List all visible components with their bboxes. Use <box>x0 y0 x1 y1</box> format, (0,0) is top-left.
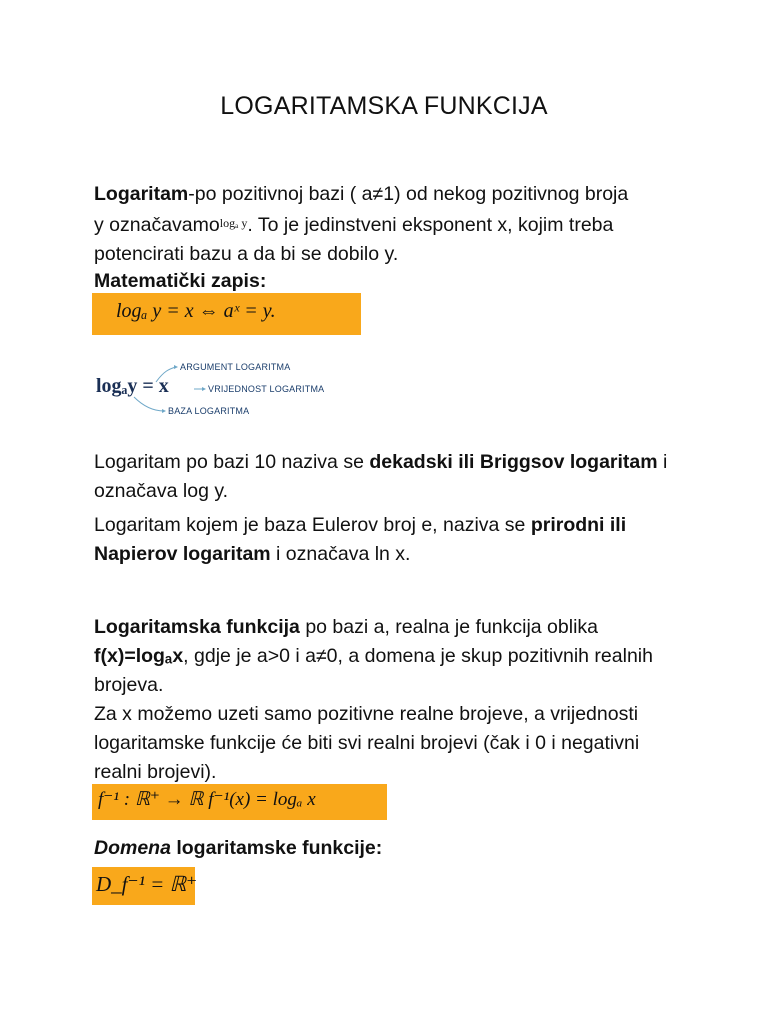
zapis-heading: Matematički zapis: <box>94 270 267 292</box>
diagram-expression: logₐy = x <box>96 375 169 397</box>
function-paragraph: Logaritamska funkcija po bazi a, realna je funkcija oblika f(x)=logₐx, gdje je a>0 i a≠0, a domena je skup pozitivnih realnih brojeva. Za x možemo uzeti samo pozitivne realne brojeve, a vrijednosti logaritamske funkcije će biti svi realni brojevi (čak i 0 i negativni realni brojevi). <box>94 616 653 783</box>
briggs-paragraph: Logaritam po bazi 10 naziva se dekadski ili Briggsov logaritam i označava log y. <box>94 451 668 502</box>
formula-function: f⁻¹ : ℝ⁺ → ℝ f⁻¹(x) = logₐ x <box>98 789 316 810</box>
definition-paragraph: Logaritam-po pozitivnoj bazi ( a≠1) od nekog pozitivnog broja y označavamo$^{log_a y}$. To je jedinstveni eksponent x, kojim treba potencirati bazu a da bi se dobilo y. <box>94 183 629 265</box>
label-value: VRIJEDNOST LOGARITMA <box>208 384 325 394</box>
inline-log-notation: logₐ y <box>219 216 248 230</box>
page-title: LOGARITAMSKA FUNKCIJA <box>220 92 548 120</box>
formula-domain: D_f⁻¹ = ℝ⁺ <box>96 872 198 896</box>
formula-box-domain <box>92 867 198 905</box>
label-base: BAZA LOGARITMA <box>168 406 250 416</box>
formula-box-definition <box>92 293 361 335</box>
formula-box-function <box>92 784 387 820</box>
domena-heading: Domena logaritamske funkcije: <box>94 837 383 859</box>
definition-term: Logaritam <box>94 183 189 205</box>
formula-definition: logₐ y = x ⇔ aˣ = y. <box>116 300 276 322</box>
label-argument: ARGUMENT LOGARITMA <box>180 362 291 372</box>
napier-paragraph: Logaritam kojem je baza Eulerov broj e, naziva se prirodni ili Napierov logaritam i označava ln x. <box>94 514 627 565</box>
logarithm-diagram <box>94 355 334 425</box>
